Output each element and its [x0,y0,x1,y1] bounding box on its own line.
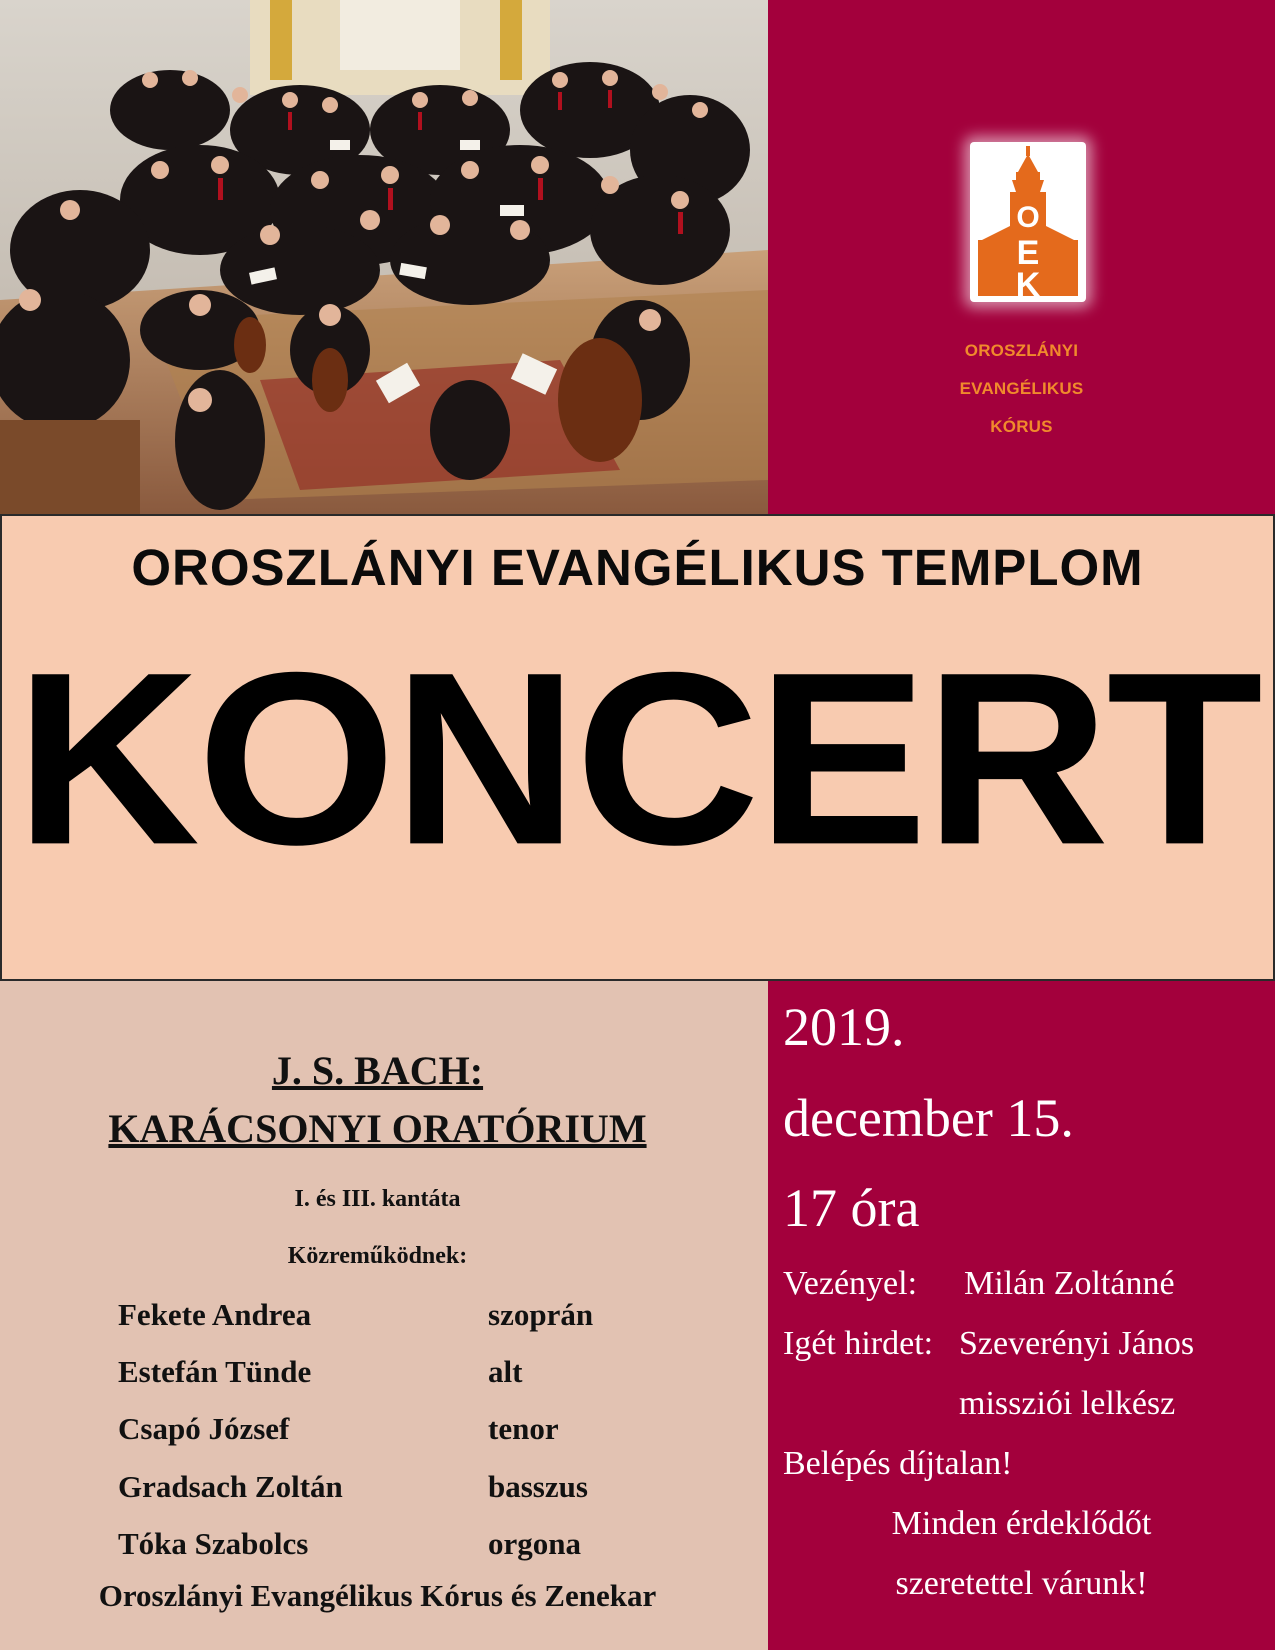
church-logo-icon [970,142,1086,302]
ensemble: Oroszlányi Evangélikus Kórus és Zenekar [98,1578,657,1613]
performer-name: Tóka Szabolcs [118,1526,309,1561]
title-band [0,514,1275,981]
logo-letter-e: E [1016,234,1040,272]
conductor-name: Milán Zoltánné [964,1265,1175,1302]
logo-caption-line1: OROSZLÁNYI [964,341,1079,360]
performer-role: tenor [488,1411,559,1446]
logo-panel [768,0,1275,514]
program-panel [0,981,768,1650]
event-year: 2019. [783,997,905,1057]
performer-row [118,1411,678,1451]
performer-row [118,1354,678,1394]
performer-role: szoprán [488,1297,594,1332]
performer-row [118,1297,678,1337]
logo-caption [768,332,1275,446]
entry-note: Belépés díjtalan! [783,1445,1013,1482]
choir-logo [970,142,1086,302]
welcome-line1: Minden érdeklődőt [891,1505,1152,1542]
conductor-label: Vezényel: [783,1265,918,1302]
logo-letter-k: K [1015,266,1041,302]
event-time: 17 óra [783,1178,920,1238]
work-title: KARÁCSONYI ORATÓRIUM [108,1106,647,1151]
preacher-name: Szeverényi János [959,1325,1195,1362]
choir-photo [0,0,768,514]
performer-role: orgona [488,1526,581,1561]
performer-role: alt [488,1354,523,1389]
composer: J. S. BACH: [271,1048,484,1093]
performer-row [118,1526,678,1566]
event-info-panel [768,981,1275,1650]
preacher-title: missziói lelkész [959,1385,1176,1422]
venue-title: OROSZLÁNYI EVANGÉLIKUS TEMPLOM [131,539,1144,596]
logo-letter-o: O [1016,201,1040,234]
event-date: december 15. [783,1088,1074,1148]
performer-role: basszus [488,1469,588,1504]
cantata-info: I. és III. kantáta [294,1186,461,1212]
logo-caption-line3: KÓRUS [990,417,1053,436]
logo-caption-line2: EVANGÉLIKUS [959,379,1084,398]
preacher-label: Igét hirdet: [783,1325,934,1362]
headline: KONCERT [15,621,1260,897]
performer-name: Csapó József [118,1411,290,1446]
welcome-line2: szeretettel várunk! [895,1565,1148,1602]
performers-heading: Közreműködnek: [287,1243,468,1269]
choir-photo-image [0,0,768,514]
performer-name: Estefán Tünde [118,1354,312,1389]
performer-row [118,1469,678,1509]
performer-name: Gradsach Zoltán [118,1469,343,1504]
performer-name: Fekete Andrea [118,1297,312,1332]
